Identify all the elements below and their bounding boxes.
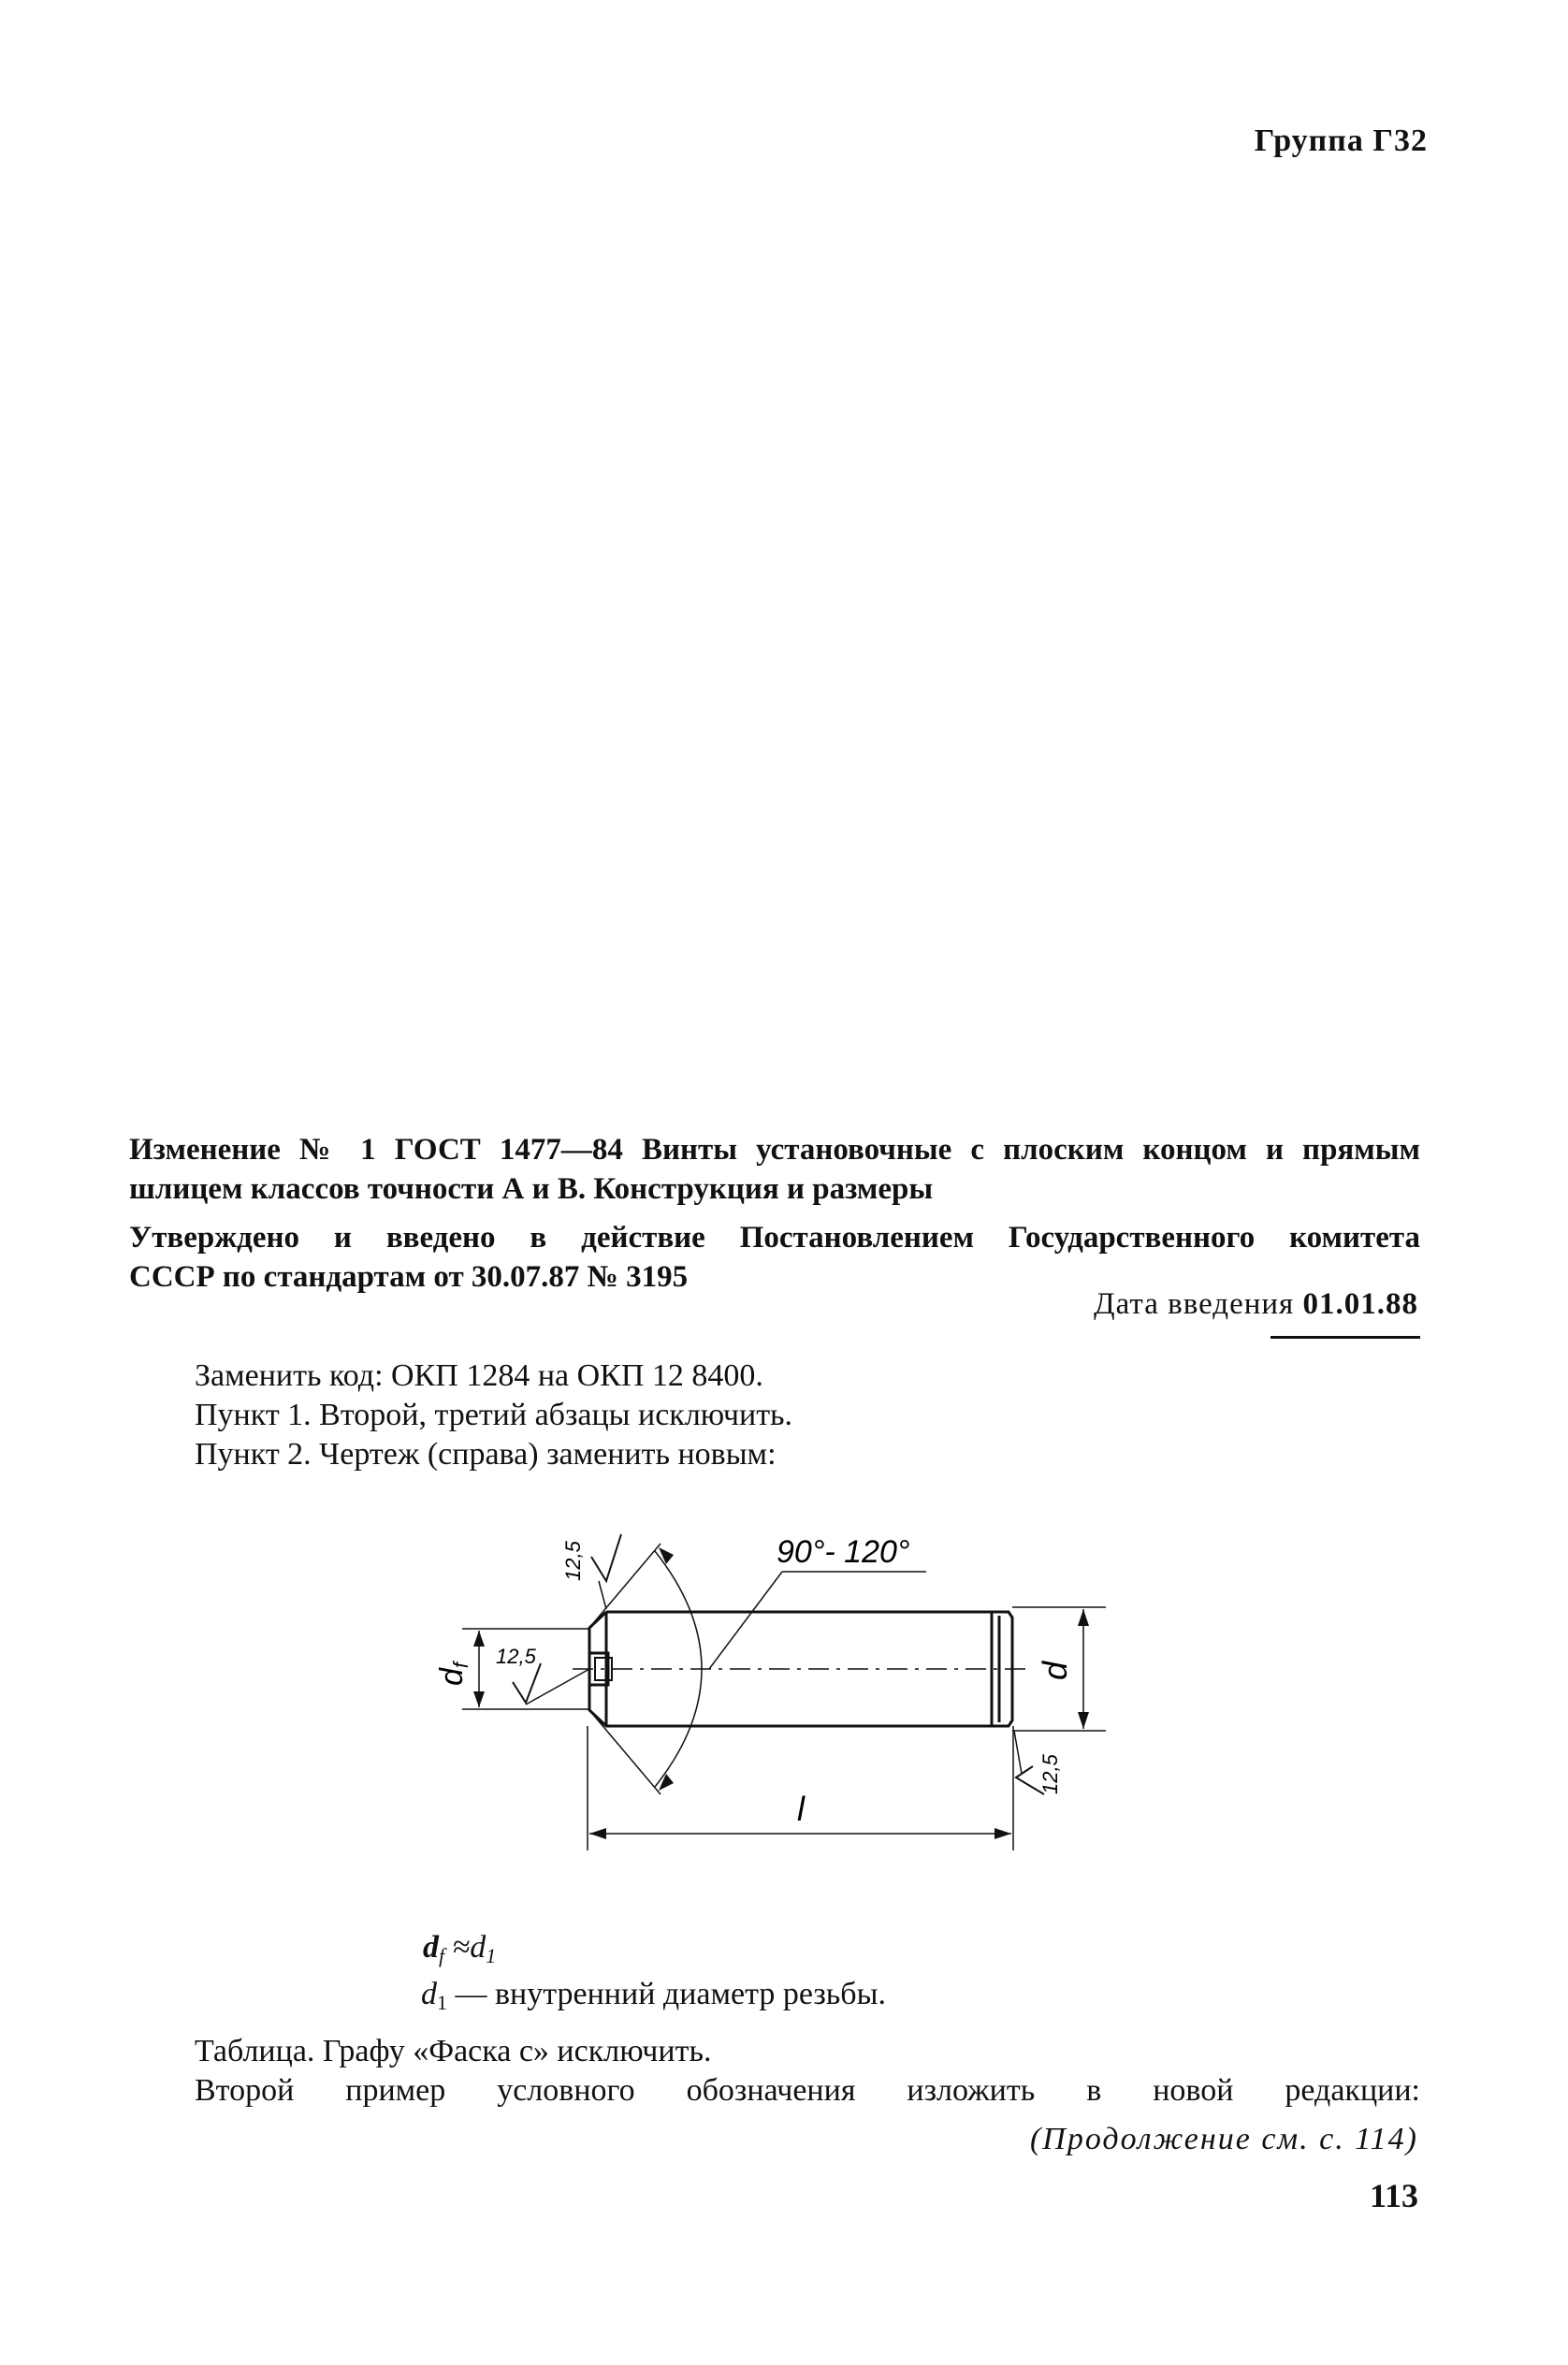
desc-text: — внутренний диаметр резьбы. — [447, 1977, 886, 2011]
desc-d: d — [421, 1977, 437, 2011]
approval-line-1: Утверждено и введено в действие Постановлением Государственного комитета — [129, 1221, 1420, 1255]
df-label-sub: f — [449, 1661, 472, 1669]
formula-d1-sub: 1 — [486, 1944, 497, 1967]
df-label — [434, 1660, 472, 1686]
date-label: Дата введения — [1094, 1287, 1295, 1321]
df-formula — [423, 1927, 496, 1977]
instruction-point-2: Пункт 2. Чертеж (справа) заменить новым: — [195, 1437, 777, 1472]
page-number: 113 — [1369, 2177, 1418, 2214]
roughness-slot-label: 12,5 — [496, 1645, 536, 1668]
roughness-end-label: 12,5 — [1038, 1754, 1062, 1794]
formula-df: d — [423, 1930, 439, 1965]
approval-line-2: СССР по стандартам от 30.07.87 № 3195 — [129, 1260, 689, 1294]
d1-description — [421, 1974, 886, 2024]
instruction-code: Заменить код: ОКП 1284 на ОКП 12 8400. — [195, 1358, 763, 1393]
title-line-1: Изменение № 1 ГОСТ 1477—84 Винты установочные с плоским концом и прямым — [129, 1133, 1420, 1167]
table-instruction: Таблица. Графу «Фаска с» исключить. — [195, 2034, 712, 2068]
date-value: 01.01.88 — [1302, 1287, 1418, 1321]
continuation-note: (Продолжение см. с. 114) — [1029, 2122, 1418, 2156]
instruction-point-1: Пункт 1. Второй, третий абзацы исключить. — [195, 1398, 793, 1432]
df-label-main: d — [434, 1668, 470, 1686]
roughness-top-label: 12,5 — [561, 1541, 585, 1581]
desc-d-sub: 1 — [437, 1991, 447, 2014]
title-line-2: шлицем классов точности А и В. Конструкция и размеры — [129, 1172, 934, 1206]
l-label: l — [797, 1790, 805, 1828]
angle-label: 90°- 120° — [777, 1534, 910, 1570]
d-label: d — [1036, 1661, 1074, 1680]
formula-df-sub: f — [439, 1944, 445, 1967]
group-code: Группа Г32 — [1254, 123, 1428, 158]
formula-approx: ≈d — [444, 1930, 486, 1965]
designation-instruction: Второй пример условного обозначения изложить в новой редакции: — [195, 2073, 1420, 2108]
